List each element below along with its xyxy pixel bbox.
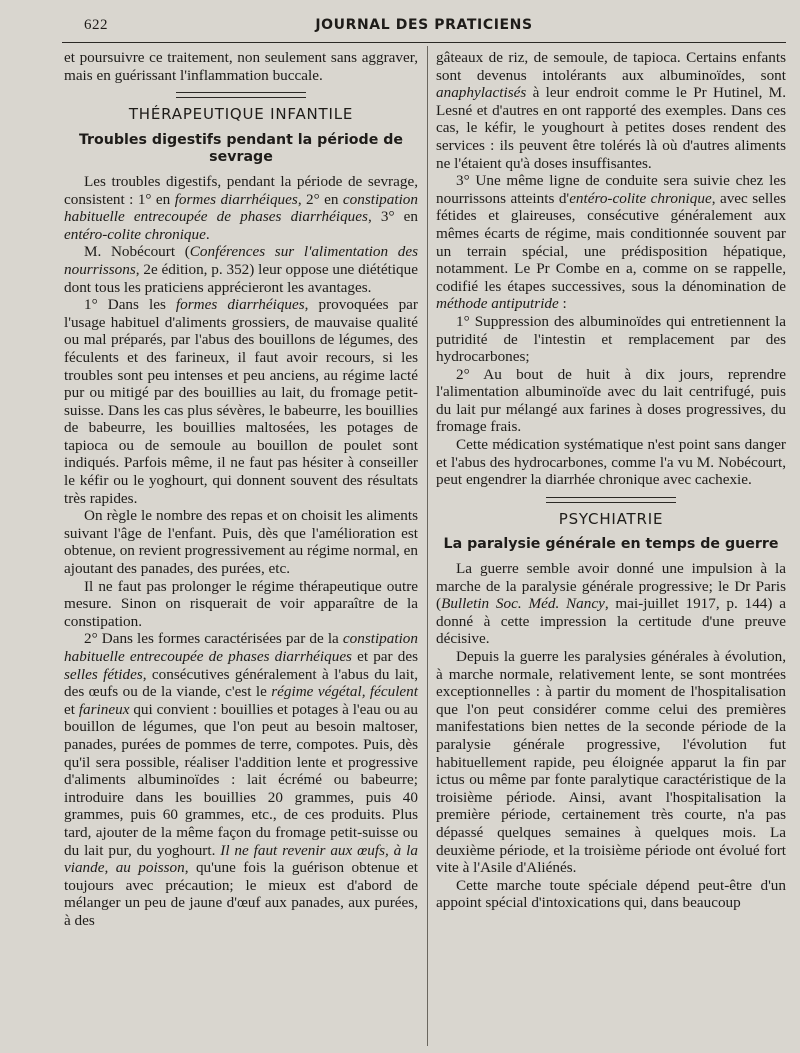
paragraph: et poursuivre ce traitement, non seulement sans aggraver, mais en guérissant l'inflammation buccale. <box>64 49 418 84</box>
left-column <box>64 49 418 930</box>
right-column <box>436 49 786 912</box>
paragraph: Depuis la guerre les paralysies générales à évolution, à marche normale, relativement lente, se sont montrées exceptionnelles : à partir du moment de l'hospitalisation que l'on peut considérer comme celui des premières manifestations bien nettes de la seconde période de la paralysie générale progressive, l'évolution fut habituellement rapide, peu éloignée apparut la fin par ictus ou même par fonte paralytique caractéristique de la troisième période. Ainsi, avant l'hospitalisation la première période, certainement très courte, n'a pas dépassé quelques semaines à quelques mois. La deuxième période, et la troisième période ont évolué fort vite à l'Asile d'Aliénés. <box>436 648 786 877</box>
paragraph: gâteaux de riz, de semoule, de tapioca. Certains enfants sont devenus intolérants aux albuminoïdes, sont anaphylactisés à leur endroit comme le Pr Hutinel, M. Lesné et d'autres en ont rapporté des exemples. Dans ces cas, le kéfir, le youghourt à petites doses rendent des services : ils peuvent être tolérés là où d'autres aliments ne l'étaient qu'à doses insuffisantes. <box>436 49 786 172</box>
section-title-therapeutique: THÉRAPEUTIQUE INFANTILE <box>128 105 354 124</box>
paragraph: On règle le nombre des repas et on choisit les aliments suivant l'âge de l'enfant. Puis, dès que l'amélioration est obtenue, on revient progressivement au régime normal, en ajoutant des panades, des purées, etc. <box>64 507 418 578</box>
paragraph: 3° Une même ligne de conduite sera suivie chez les nourrissons atteints d'entéro-colite chronique, avec selles fétides et glaireuses, consécutive généralement aux mêmes écarts de régime, mais conditionnée souvent par un terrain spécial, une prédisposition hépatique, notamment. Le Pr Combe en a, comme on se rappelle, codifié les étapes successives, sous la dénomination de méthode antiputride : <box>436 172 787 313</box>
paragraph: 1° Dans les formes diarrhéiques, provoquées par l'usage habituel d'aliments grossiers, de mauvaise qualité ou mal préparés, par l'abus des bouillons de légumes, des féculents et des farineux, il faut avoir recours, si les troubles sont peu intenses et peu anciens, au régime lacté pur ou mitigé par des bouillies au lait, du fromage petit-suisse. Dans les cas plus sévères, le babeurre, les bouillies de babeurre, les bouillies maltosées, les potages de tapioca ou de semoule au bouillon de poulet sont indiqués. Parfois même, il ne faut pas hésiter à conseiller le kéfir ou le yoghourt, qui donnent souvent des résultats très rapides. <box>64 296 418 507</box>
page-header <box>62 8 786 43</box>
paragraph: 1° Suppression des albuminoïdes qui entretiennent la putridité de l'intestin et remplacement par des hydrocarbones; <box>436 312 786 366</box>
paragraph: 2° Dans les formes caractérisées par de la constipation habituelle entrecoupée de phases diarrhéiques et par des selles fétides, consécutives généralement à l'abus du lait, des œufs ou de la viande, c'est le régime végétal, féculent et farineux qui convient : bouillies et potages à l'eau ou au bouillon de légumes, que l'on peut au besoin maltoser, panades, purées de pommes de terre, compotes. Puis, dès qu'il sera possible, réaliser l'addition lente et progressive d'aliments albuminoïdes : lait écrémé ou babeurre; introduire dans les bouillies 20 grammes, puis 40 grammes, puis 60 grammes, etc., de ces produits. Plus tard, ajouter de la même façon du fromage petit-suisse ou du lait pur, du yoghourt. Il ne faut revenir aux œufs, à la viande, au poisson, qu'une fois la guérison obtenue et toujours avec précaution; le mieux est d'abord de mélanger un peu de jaune d'œuf aux panades, aux purées, à des <box>64 630 418 929</box>
paragraph: M. Nobécourt (Conférences sur l'alimentation des nourrissons, 2e édition, p. 352) leur oppose une diététique dont tous les praticiens apprécieront les avantages. <box>64 243 418 296</box>
article-title-paralysie: La paralysie générale en temps de guerre <box>443 536 779 553</box>
paragraph: Les troubles digestifs, pendant la période de sevrage, consistent : 1° en formes diarrhéiques, 2° en constipation habituelle entrecoupée de phases diarrhéiques, 3° en entéro-colite chronique. <box>64 172 418 243</box>
column-divider <box>427 46 428 1046</box>
paragraph: La guerre semble avoir donné une impulsion à la marche de la paralysie générale progressive; le Dr Paris (Bulletin Soc. Méd. Nancy, mai-juillet 1917, p. 144) a donné à cette impression la certitude d'une preuve décisive. <box>436 560 786 648</box>
section-divider <box>546 497 676 503</box>
journal-title: JOURNAL DES PRATICIENS <box>315 17 533 33</box>
article-title-troubles: Troubles digestifs pendant la période de sevrage <box>78 131 404 166</box>
paragraph: Cette marche toute spéciale dépend peut-être d'un appoint spécial d'intoxications qui, dans beaucoup <box>436 876 786 912</box>
section-divider <box>176 92 306 98</box>
section-title-psychiatrie: PSYCHIATRIE <box>558 509 664 528</box>
paragraph: 2° Au bout de huit à dix jours, reprendre l'alimentation albuminoïde avec du lait centrifugé, puis du lait pur mélangé aux farines à doses progressives, du fromage frais. <box>436 365 786 436</box>
paragraph: Il ne faut pas prolonger le régime thérapeutique outre mesure. Sinon on risquerait de voir apparaître de la constipation. <box>64 577 418 630</box>
page-number: 622 <box>84 17 108 33</box>
paragraph: Cette médication systématique n'est point sans danger et l'abus des hydrocarbones, comme l'a vu M. Nobécourt, peut engendrer la diarrhée chronique avec cachexie. <box>436 436 786 489</box>
